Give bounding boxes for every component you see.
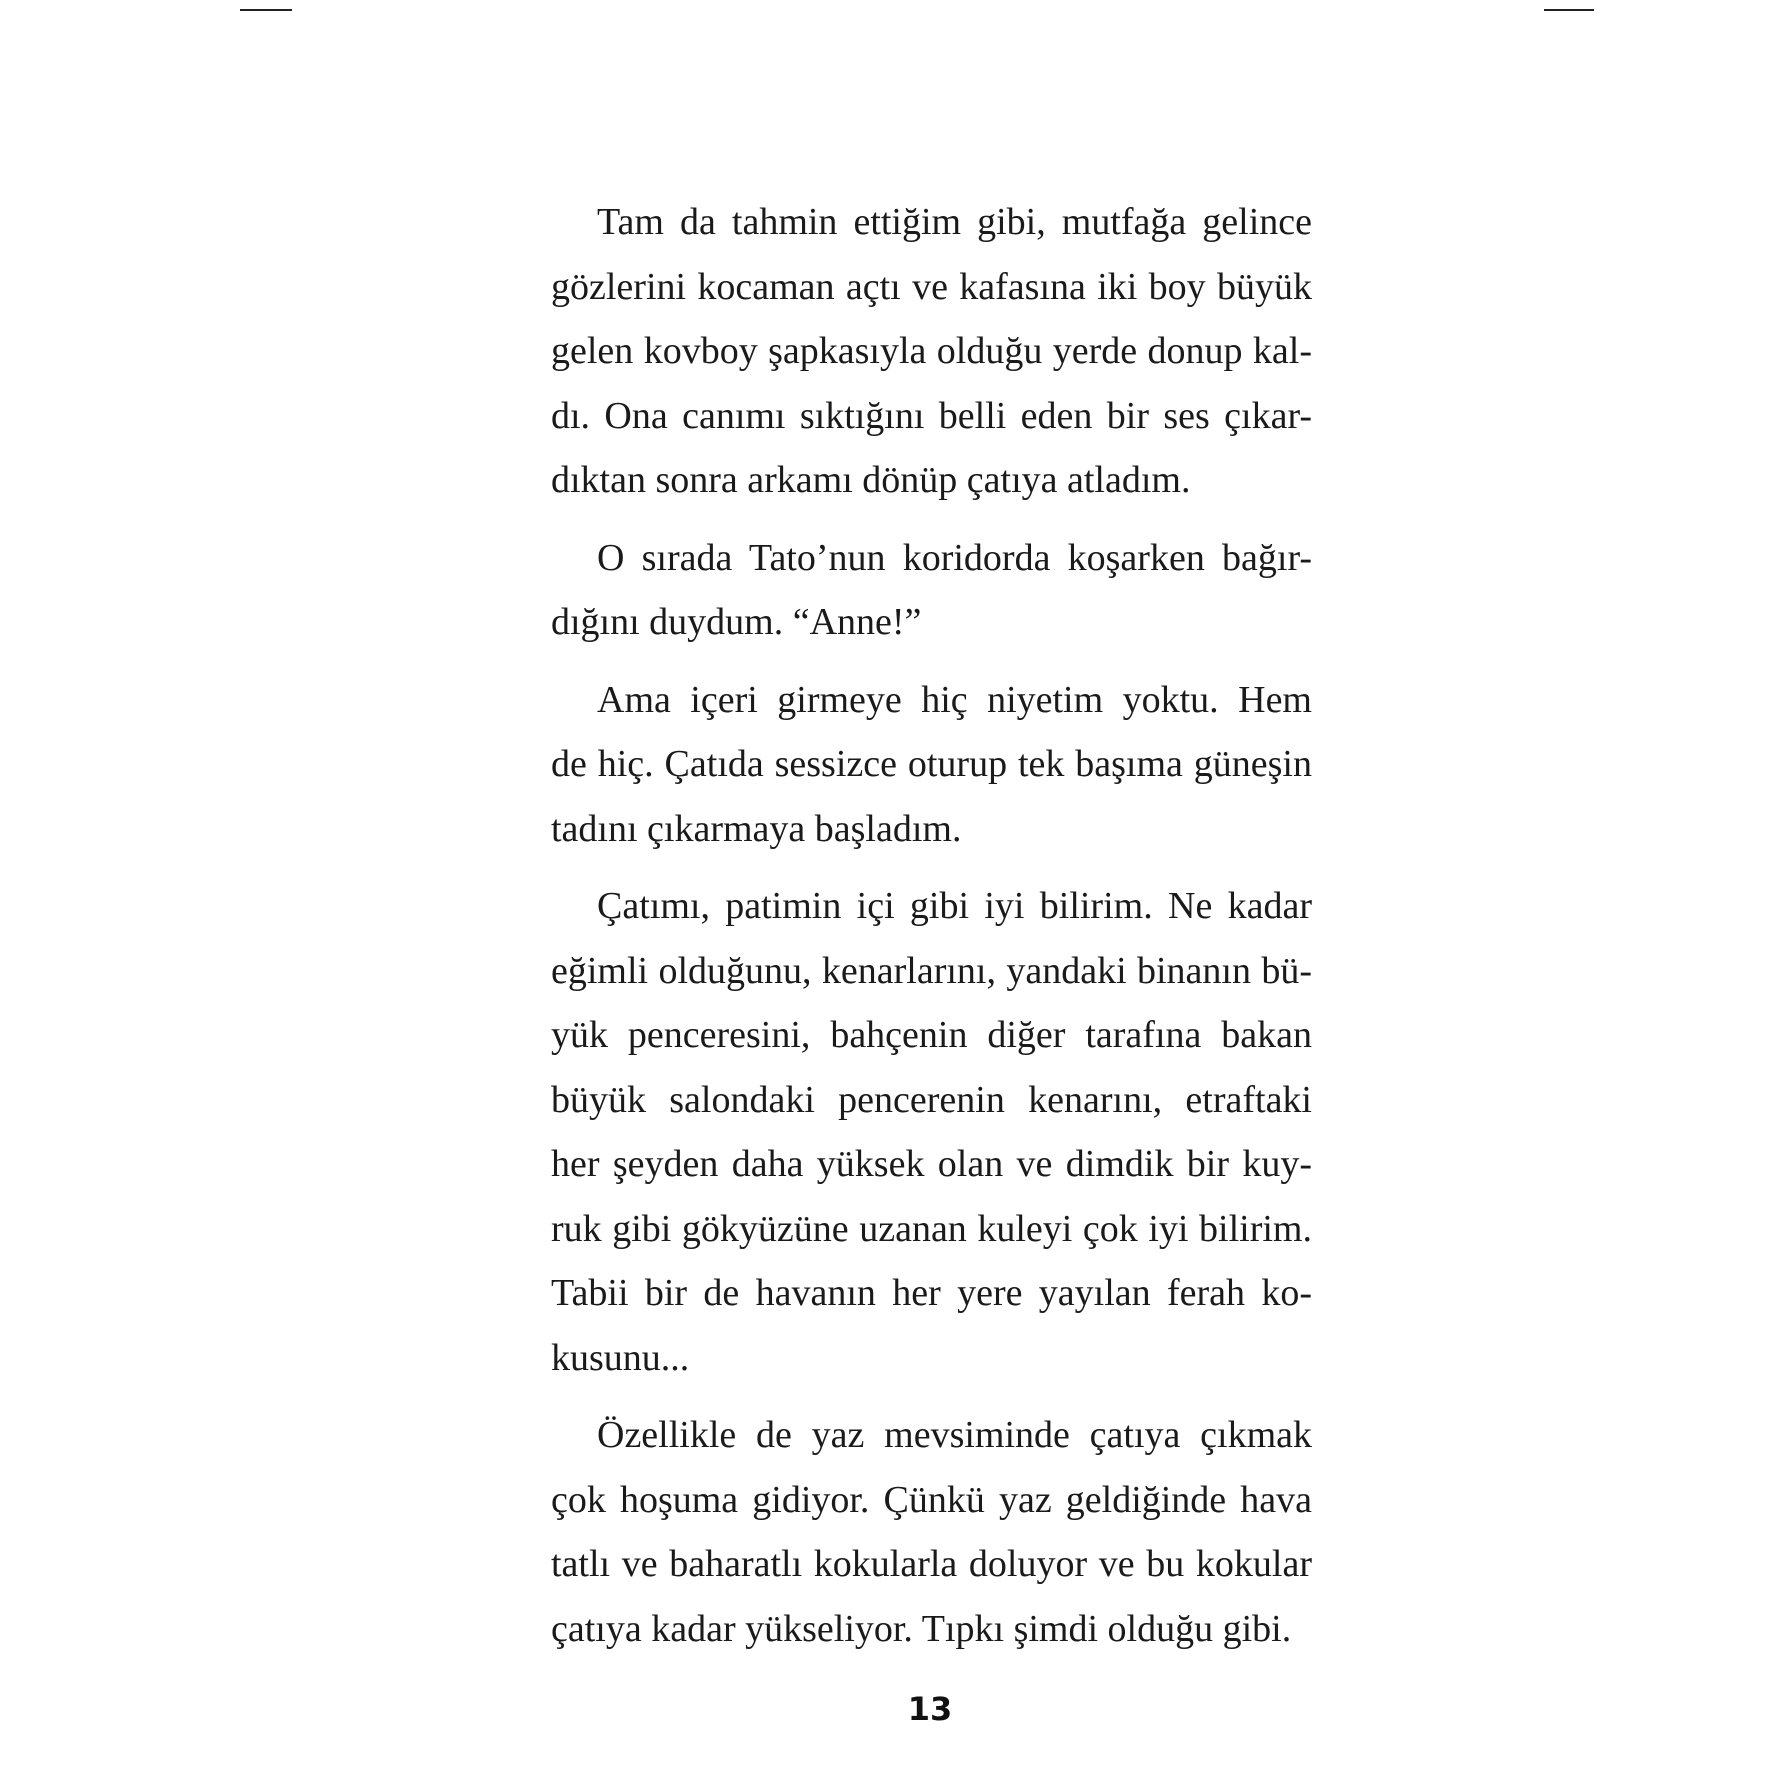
paragraph <box>551 668 1312 862</box>
text-line: her şeyden daha yüksek olan ve dimdik bir kuy- <box>551 1143 1312 1185</box>
text-line: çok hoşuma gidiyor. Çünkü yaz geldiğinde hava <box>551 1478 1312 1521</box>
text-line: eğimli olduğunu, kenarlarını, yandaki binanın bü- <box>551 949 1312 992</box>
text-line: yük penceresini, bahçenin diğer tarafına bakan <box>551 1014 1312 1056</box>
text-line: tadını çıkarmaya başladım. <box>551 807 962 850</box>
text-line: gelen kovboy şapkasıyla olduğu yerde donup kal- <box>551 330 1312 372</box>
paragraph <box>551 1403 1312 1661</box>
crop-mark-right <box>1544 9 1594 11</box>
page-number: 13 <box>907 1690 953 1728</box>
text-line: dı. Ona canımı sıktığını belli eden bir ses çıkar- <box>551 394 1312 437</box>
text-line: tatlı ve baharatlı kokularla doluyor ve bu kokular <box>551 1543 1312 1585</box>
text-line: büyük salondaki pencerenin kenarını, etraftaki <box>551 1078 1312 1121</box>
crop-mark-left <box>240 9 292 11</box>
text-line: Tabii bir de havanın her yere yayılan ferah ko- <box>551 1272 1312 1314</box>
text-line: Çatımı, patimin içi gibi iyi bilirim. Ne kadar <box>597 885 1312 927</box>
paragraph <box>551 190 1312 513</box>
text-line: de hiç. Çatıda sessizce oturup tek başıma güneşin <box>551 743 1312 785</box>
text-line: O sırada Tato’nun koridorda koşarken bağır- <box>597 536 1312 579</box>
paragraph <box>551 526 1312 655</box>
text-line: Ama içeri girmeye hiç niyetim yoktu. Hem <box>597 678 1312 721</box>
text-line: dığını duydum. “Anne!” <box>551 601 922 643</box>
paragraph <box>551 874 1312 1390</box>
text-line: Özellikle de yaz mevsiminde çatıya çıkmak <box>597 1414 1312 1456</box>
text-line: gözlerini kocaman açtı ve kafasına iki boy büyük <box>551 265 1312 308</box>
text-line: ruk gibi gökyüzüne uzanan kuleyi çok iyi bilirim. <box>551 1207 1312 1250</box>
body-text <box>551 190 1312 1661</box>
text-line: Tam da tahmin ettiğim gibi, mutfağa gelince <box>597 201 1312 243</box>
text-line: çatıya kadar yükseliyor. Tıpkı şimdi olduğu gibi. <box>551 1607 1292 1650</box>
text-line: dıktan sonra arkamı dönüp çatıya atladım. <box>551 459 1191 501</box>
text-line: kusunu... <box>551 1336 690 1379</box>
